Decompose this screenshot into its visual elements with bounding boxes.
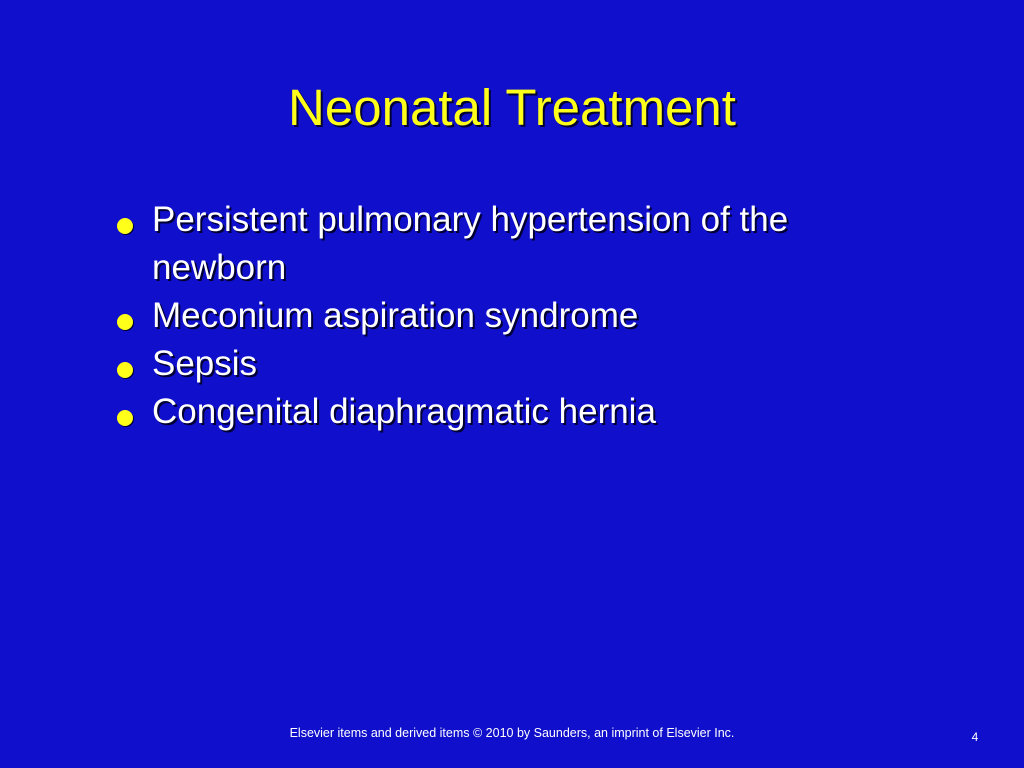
- bullet-text: Sepsis: [152, 344, 258, 383]
- slide-footer: Elsevier items and derived items © 2010 by Saunders, an imprint of Elsevier Inc.: [289, 726, 735, 740]
- slide-number: 4: [971, 730, 979, 744]
- slide-title: Neonatal Treatment: [288, 79, 736, 136]
- bullet-item-sepsis: [112, 340, 892, 388]
- bullet-item-cdh: [112, 388, 892, 436]
- bullet-icon: [117, 218, 133, 234]
- bullet-list: [112, 196, 892, 436]
- bullet-item-ppHN: [112, 196, 892, 292]
- bullet-item-meconium: [112, 292, 892, 340]
- bullet-icon: [117, 410, 133, 426]
- bullet-text: Persistent pulmonary hypertension of the newborn: [152, 200, 789, 287]
- bullet-text: Congenital diaphragmatic hernia: [152, 392, 656, 431]
- bullet-icon: [117, 362, 133, 378]
- bullet-icon: [117, 314, 133, 330]
- bullet-text: Meconium aspiration syndrome: [152, 296, 639, 335]
